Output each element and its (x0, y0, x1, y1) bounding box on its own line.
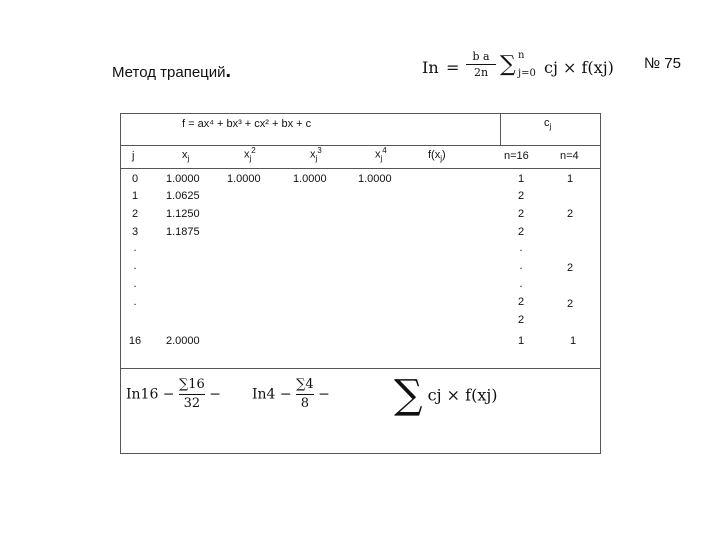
n4-value: 2 (566, 262, 574, 274)
xj-value: 2.0000 (166, 335, 200, 347)
formula-sigma: ∑ (500, 52, 516, 77)
n16-value: 2 (517, 226, 525, 238)
xj3-value: 1.0000 (293, 173, 327, 185)
j-value: 16 (128, 335, 142, 347)
xj4-value: 1.0000 (358, 173, 392, 185)
trapezoid-formula (422, 50, 614, 84)
col-j: j (132, 150, 135, 162)
function-label: f = ax⁴ + bx³ + cx² + bx + c (182, 118, 312, 130)
slide-number: № 75 (644, 55, 681, 72)
sum-row-divider (120, 368, 601, 369)
formula-fraction-bottom: 2n (473, 66, 489, 79)
j-value: 3 (131, 226, 139, 238)
cj-divider (500, 113, 501, 145)
n16-value: 1 (517, 335, 525, 347)
xj-value: 1.1875 (166, 226, 200, 238)
n16-value: 2 (517, 190, 525, 202)
n16-value: 2 (517, 314, 525, 326)
j-value: . (133, 260, 137, 272)
xj-value: 1.0000 (166, 173, 200, 185)
header-divider (120, 145, 601, 146)
n4-value: 1 (569, 335, 577, 347)
col-n16: n=16 (504, 150, 529, 162)
in16-fraction (179, 378, 205, 411)
j-value: . (133, 242, 137, 254)
in4-expression (252, 378, 330, 411)
in4-tail: − (318, 386, 330, 403)
weighted-sum-expression (394, 372, 498, 418)
n16-value: 1 (517, 173, 525, 185)
in16-fraction-top: ∑16 (179, 377, 205, 392)
n4-value: 2 (566, 208, 574, 220)
xj2-value: 1.0000 (227, 173, 261, 185)
big-sigma: ∑ (394, 372, 423, 418)
formula-summand: cj × f(xj) (544, 58, 614, 77)
formula-sum-bottom: j=0 (518, 68, 536, 79)
col-xj2: $x_j^2$ (244, 146, 256, 163)
col-xj4: $x_j^4$ (375, 146, 387, 163)
j-value: 0 (131, 173, 139, 185)
formula-lhs: In (422, 58, 439, 77)
col-xj3: $x_j^3$ (310, 146, 322, 163)
j-value: 2 (131, 208, 139, 220)
n16-value: . (519, 260, 523, 272)
col-xj: $x_j$ (182, 149, 190, 164)
in4-fraction-top: ∑4 (296, 377, 314, 392)
formula-equals: = (446, 58, 460, 77)
n16-value: 2 (517, 208, 525, 220)
formula-fraction (466, 50, 496, 79)
cj-header: $c_j$ (544, 117, 552, 132)
in16-label: In16 − (126, 386, 175, 403)
col-fxj: $f(x_j)$ (428, 149, 446, 164)
method-title: Метод трапеций. (112, 60, 232, 82)
column-header-divider (120, 168, 601, 169)
xj-value: 1.1250 (166, 208, 200, 220)
in16-tail: − (209, 386, 222, 403)
j-value: . (133, 296, 137, 308)
n4-value: 1 (566, 173, 574, 185)
j-value: 1 (131, 190, 139, 202)
n4-value: 2 (566, 298, 574, 310)
col-n4: n=4 (560, 150, 579, 162)
n16-value: . (519, 278, 523, 290)
in16-expression (126, 378, 221, 411)
formula-sum-top: n (518, 50, 525, 61)
in4-label: In4 − (252, 386, 292, 403)
big-sum-text: cj × f(xj) (427, 385, 498, 405)
n16-value: 2 (517, 296, 525, 308)
xj-value: 1.0625 (166, 190, 200, 202)
n16-value: . (519, 242, 523, 254)
j-value: . (133, 278, 137, 290)
in16-fraction-bottom: 32 (183, 396, 201, 411)
in4-fraction-bottom: 8 (300, 396, 310, 411)
method-title-text: Метод трапеций (112, 64, 226, 81)
formula-fraction-top: b a (472, 50, 490, 63)
in4-fraction (296, 378, 314, 411)
